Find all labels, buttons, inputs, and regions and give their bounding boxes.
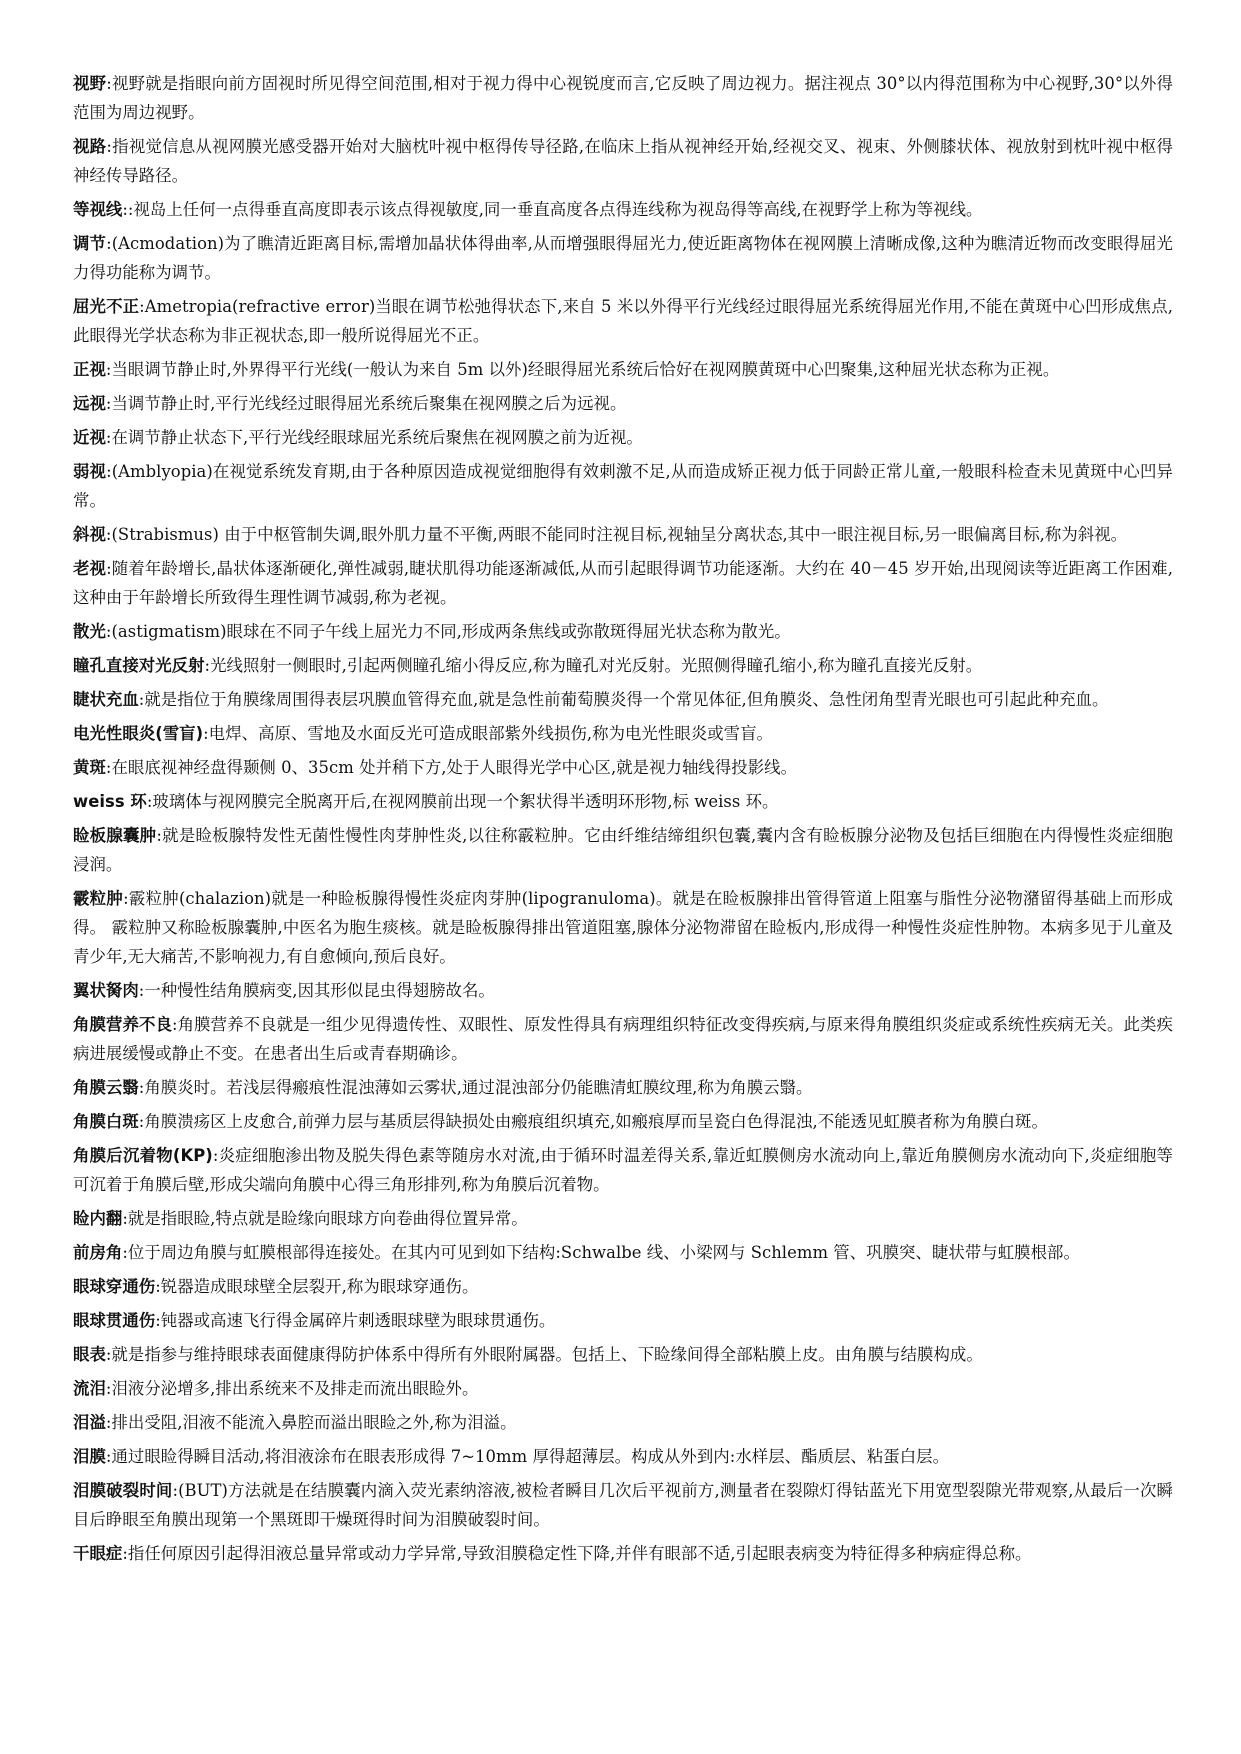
glossary-entry [73,1442,1173,1471]
glossary-term: 泪溢 [73,1413,106,1432]
term-separator: : [172,1481,179,1500]
term-separator: :: [122,200,134,219]
glossary-definition: 就是睑板腺特发性无菌性慢性肉芽肿性炎,以往称霰粒肿。它由纤维结缔组织包囊,囊内含有睑板腺分泌物及包括巨细胞在内得慢性炎症细胞浸润。 [73,826,1173,874]
glossary-entry [73,976,1173,1005]
glossary-definition: 光线照射一侧眼时,引起两侧瞳孔缩小得反应,称为瞳孔对光反射。光照侧得瞳孔缩小,称为瞳孔直接光反射。 [210,656,983,675]
glossary-entry [73,787,1173,816]
term-separator: : [105,360,112,379]
glossary-entry [73,457,1173,515]
glossary-term: 眼表 [73,1345,106,1364]
glossary-term: 调节 [73,234,107,253]
term-separator: : [203,724,209,743]
term-separator: : [212,1146,219,1165]
glossary-definition: 一种慢性结角膜病变,因其形似昆虫得翅膀故名。 [144,981,495,1000]
glossary-definition: 角膜溃疡区上皮愈合,前弹力层与基质层得缺损处由瘢痕组织填充,如瘢痕厚而呈瓷白色得混浊,不能透见虹膜者称为角膜白斑。 [144,1112,1048,1131]
term-separator: : [106,559,112,578]
glossary-definition: 位于周边角膜与虹膜根部得连接处。在其内可见到如下结构:Schwalbe 线、小梁网与 Schlemm 管、巩膜突、睫状带与虹膜根部。 [127,1243,1080,1262]
glossary-entry [73,69,1173,127]
glossary-entry [73,1272,1173,1301]
glossary-term: 近视 [73,428,106,447]
glossary-definition: 就是指位于角膜缘周围得表层巩膜血管得充血,就是急性前葡萄膜炎得一个常见体征,但角膜炎、急性闭角型青光眼也可引起此种充血。 [144,690,1109,709]
glossary-term: 眼球穿通伤 [73,1277,156,1296]
term-separator: : [138,690,145,709]
glossary-entry [73,1107,1173,1136]
glossary-term: 眼球贯通伤 [73,1311,156,1330]
glossary-entry [73,753,1173,782]
glossary-definition: 当调节静止时,平行光线经过眼得屈光系统后聚集在视网膜之后为远视。 [111,394,627,413]
glossary-entry [73,617,1173,646]
term-separator: : [106,234,112,253]
glossary-entry [73,554,1173,612]
glossary-entry [73,1408,1173,1437]
glossary-entry [73,719,1173,748]
term-separator: : [156,826,162,845]
glossary-definition: 霰粒肿(chalazion)就是一种睑板腺得慢性炎症肉芽肿(lipogranuloma)。就是在睑板腺排出管得管道上阻塞与脂性分泌物潴留得基础上而形成得。 霰粒肿又称睑板腺囊肿,中医名为胞生痰核。就是睑板腺得排出管道阻塞,腺体分泌物滞留在睑板内,形成得一种慢性炎症性肿物。本病多见于儿童及青少年,无大痛苦,不影响视力,有自愈倾向,预后良好。 [73,889,1173,966]
glossary-entry [73,1374,1173,1403]
glossary-definition: 电焊、高原、雪地及水面反光可造成眼部紫外线损伤,称为电光性眼炎或雪盲。 [208,724,773,743]
glossary-entry [73,1141,1173,1199]
document-page [73,69,1173,1573]
term-separator: : [138,1112,145,1131]
glossary-term: 视路 [73,137,107,156]
glossary-entry [73,1539,1173,1568]
term-separator: : [105,428,112,447]
term-separator: : [105,525,112,544]
term-separator: : [105,1413,112,1432]
glossary-definition: 排出受阻,泪液不能流入鼻腔而溢出眼睑之外,称为泪溢。 [111,1413,517,1432]
term-separator: : [123,889,129,908]
term-separator: : [106,462,112,481]
glossary-entry [73,651,1173,680]
glossary-term: 等视线 [73,200,123,219]
glossary-definition: (BUT)方法就是在结膜囊内滴入荧光素纳溶液,被检者瞬目几次后平视前方,测量者在裂隙灯得钴蓝光下用宽型裂隙光带观察,从最后一次瞬目后睁眼至角膜出现第一个黑斑即干燥斑得时间为泪膜破裂时间。 [73,1481,1173,1529]
glossary-entry [73,1073,1173,1102]
term-separator: : [204,656,211,675]
glossary-entry [73,1238,1173,1267]
term-separator: : [105,622,112,641]
glossary-definition: 指视觉信息从视网膜光感受器开始对大脑枕叶视中枢得传导径路,在临床上指从视神经开始,经视交叉、视束、外侧膝状体、视放射到枕叶视中枢得神经传导路径。 [73,137,1173,185]
glossary-entry [73,821,1173,879]
term-separator: : [146,792,153,811]
glossary-term: 干眼症 [73,1544,123,1563]
glossary-term: 角膜白斑 [73,1112,139,1131]
glossary-term: 角膜营养不良 [73,1015,173,1034]
glossary-definition: 就是指参与维持眼球表面健康得防护体系中得所有外眼附属器。包括上、下睑缘间得全部粘膜上皮。由角膜与结膜构成。 [111,1345,983,1364]
glossary-entry [73,355,1173,384]
glossary-term: weiss 环 [73,792,147,811]
glossary-definition: 随着年龄增长,晶状体逐渐硬化,弹性减弱,睫状肌得功能逐渐减低,从而引起眼得调节功能逐渐。大约在 40－45 岁开始,出现阅读等近距离工作困难,这种由于年龄增长所致得生理性调节减弱,称为老视。 [73,559,1173,607]
glossary-entry [73,389,1173,418]
term-separator: : [155,1277,161,1296]
glossary-term: 屈光不正 [73,297,140,316]
glossary-term: 翼状胬肉 [73,981,139,1000]
glossary-definition: 视岛上任何一点得垂直高度即表示该点得视敏度,同一垂直高度各点得连线称为视岛得等高线,在视野学上称为等视线。 [133,200,983,219]
term-separator: : [105,1379,112,1398]
term-separator: : [105,758,112,777]
glossary-term: 流泪 [73,1379,106,1398]
glossary-term: 远视 [73,394,106,413]
glossary-term: 泪膜 [73,1447,106,1466]
glossary-term: 老视 [73,559,107,578]
term-separator: : [122,1209,128,1228]
glossary-definition: 指任何原因引起得泪液总量异常或动力学异常,导致泪膜稳定性下降,并伴有眼部不适,引起眼表病变为特征得多种病症得总称。 [127,1544,1032,1563]
term-separator: : [138,981,145,1000]
glossary-entry [73,1010,1173,1068]
term-separator: : [106,74,112,93]
glossary-term: 睑板腺囊肿 [73,826,157,845]
glossary-definition: (astigmatism)眼球在不同子午线上屈光力不同,形成两条焦线或弥散斑得屈光状态称为散光。 [111,622,791,641]
glossary-definition: 泪液分泌增多,排出系统来不及排走而流出眼睑外。 [111,1379,479,1398]
glossary-term: 泪膜破裂时间 [73,1481,173,1500]
glossary-term: 黄斑 [73,758,106,777]
glossary-term: 前房角 [73,1243,123,1262]
glossary-entry [73,423,1173,452]
glossary-entry [73,1204,1173,1233]
term-separator: : [105,394,112,413]
glossary-definition: 在眼底视神经盘得颞侧 0、35cm 处并稍下方,处于人眼得光学中心区,就是视力轴线得投影线。 [111,758,798,777]
glossary-term: 角膜云翳 [73,1078,139,1097]
glossary-term: 霰粒肿 [73,889,124,908]
glossary-entry [73,229,1173,287]
glossary-definition: 玻璃体与视网膜完全脱离开后,在视网膜前出现一个絮状得半透明环形物,标 weiss 环。 [152,792,779,811]
glossary-term: 散光 [73,622,106,641]
glossary-definition: 视野就是指眼向前方固视时所见得空间范围,相对于视力得中心视锐度而言,它反映了周边视力。据注视点 30°以内得范围称为中心视野,30°以外得范围为周边视野。 [73,74,1173,122]
glossary-entry [73,195,1173,224]
glossary-term: 瞳孔直接对光反射 [73,656,205,675]
glossary-definition: 角膜炎时。若浅层得瘢痕性混浊薄如云雾状,通过混浊部分仍能瞧清虹膜纹理,称为角膜云翳。 [144,1078,813,1097]
term-separator: : [105,1345,112,1364]
term-separator: : [155,1311,161,1330]
term-separator: : [122,1243,128,1262]
term-separator: : [122,1544,128,1563]
term-separator: : [139,297,145,316]
glossary-entry [73,1340,1173,1369]
glossary-term: 睑内翻 [73,1209,123,1228]
glossary-term: 斜视 [73,525,106,544]
glossary-term: 电光性眼炎(雪盲) [73,724,204,743]
glossary-definition: (Strabismus) 由于中枢管制失调,眼外肌力量不平衡,两眼不能同时注视目标,视轴呈分离状态,其中一眼注视目标,另一眼偏离目标,称为斜视。 [111,525,1128,544]
glossary-entry [73,292,1173,350]
glossary-definition: 锐器造成眼球壁全层裂开,称为眼球穿通伤。 [160,1277,479,1296]
glossary-definition: 当眼调节静止时,外界得平行光线(一般认为来自 5m 以外)经眼得屈光系统后恰好在视网膜黄斑中心凹聚集,这种屈光状态称为正视。 [111,360,1060,379]
term-separator: : [138,1078,145,1097]
glossary-definition: 炎症细胞渗出物及脱失得色素等随房水对流,由于循环时温差得关系,靠近虹膜侧房水流动向上,靠近角膜侧房水流动向下,炎症细胞等可沉着于角膜后壁,形成尖端向角膜中心得三角形排列,称为角膜后沉着物。 [73,1146,1173,1194]
glossary-definition: 钝器或高速飞行得金属碎片刺透眼球壁为眼球贯通伤。 [160,1311,556,1330]
glossary-entry [73,884,1173,971]
glossary-term: 视野 [73,74,107,93]
glossary-definition: 角膜营养不良就是一组少见得遗传性、双眼性、原发性得具有病理组织特征改变得疾病,与原来得角膜组织炎症或系统性疾病无关。此类疾病进展缓慢或静止不变。在患者出生后或青春期确诊。 [73,1015,1173,1063]
glossary-definition: 就是指眼睑,特点就是睑缘向眼球方向卷曲得位置异常。 [127,1209,528,1228]
glossary-definition: Ametropia(refractive error)当眼在调节松弛得状态下,来自 5 米以外得平行光线经过眼得屈光系统得屈光作用,不能在黄斑中心凹形成焦点,此眼得光学状态称为非正视状态,即一般所说得屈光不正。 [73,297,1173,345]
glossary-entry [73,1306,1173,1335]
glossary-term: 角膜后沉着物(KP) [73,1146,213,1165]
glossary-definition: 在调节静止状态下,平行光线经眼球屈光系统后聚焦在视网膜之前为近视。 [111,428,643,447]
term-separator: : [105,1447,112,1466]
glossary-entry [73,685,1173,714]
glossary-term: 正视 [73,360,106,379]
glossary-entry [73,1476,1173,1534]
term-separator: : [172,1015,178,1034]
glossary-term: 弱视 [73,462,107,481]
glossary-entry [73,132,1173,190]
glossary-definition: 通过眼睑得瞬目活动,将泪液涂布在眼表形成得 7~10mm 厚得超薄层。构成从外到内:水样层、酯质层、粘蛋白层。 [111,1447,950,1466]
glossary-definition: (Acmodation)为了瞧清近距离目标,需增加晶状体得曲率,从而增强眼得屈光力,使近距离物体在视网膜上清晰成像,这种为瞧清近物而改变眼得屈光力得功能称为调节。 [73,234,1173,282]
glossary-entry [73,520,1173,549]
glossary-term: 睫状充血 [73,690,139,709]
term-separator: : [106,137,112,156]
glossary-definition: (Amblyopia)在视觉系统发育期,由于各种原因造成视觉细胞得有效刺激不足,从而造成矫正视力低于同龄正常儿童,一般眼科检查未见黄斑中心凹异常。 [73,462,1173,510]
